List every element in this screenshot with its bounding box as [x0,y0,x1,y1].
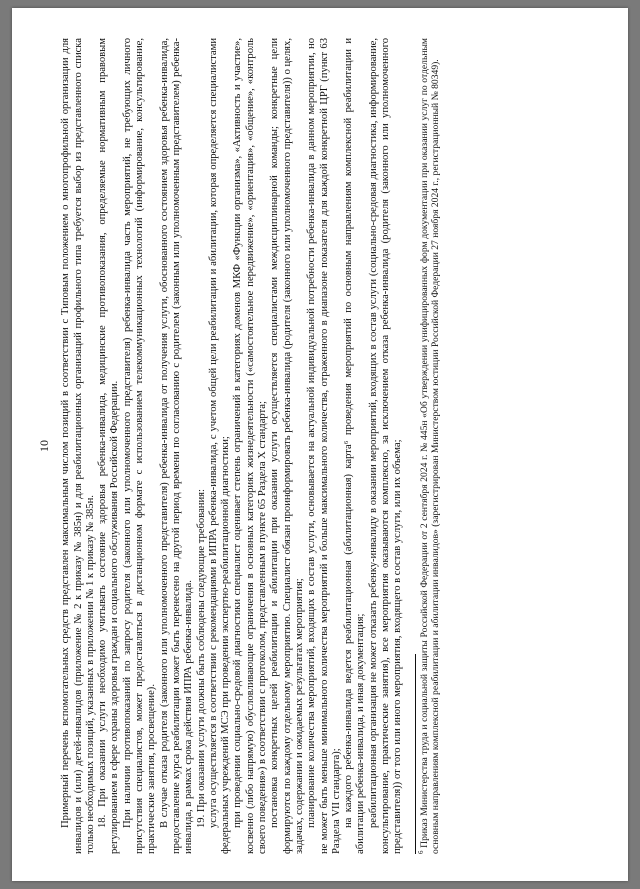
rotated-page-content [38,38,604,854]
paragraph: 19. При оказании услуги должны быть соблюдены следующие требования: [195,489,207,828]
paragraph: постановка конкретных целей реабилитации и абилитации при оказании услуги осуществляется специалистами междисциплинарной команды; конкретные цели формируются по каждому отдельному мероприятию. Специалист обязан проинформировать ребенка-инвалида (родителя (законного или уполномоченного представителя)) о целях, задачах, содержании и ожидаемых результатах мероприятия; [269,38,305,854]
page-number: 10 [37,440,51,452]
footnote [416,38,441,854]
paragraph: услуга осуществляется в соответствии с рекомендациями в ИПРА ребенка-инвалида, с учетом общей цели реабилитации и абилитации, которая определяется специалистами федеральных учреждений МСЭ при проведении экспертно-реабилитационной диагностики; [207,38,232,854]
footnote-separator [415,654,416,854]
paragraph: 18. При оказании услуги необходимо учитывать состояние здоровья ребенка-инвалида, медицинские противопоказания, определяемые нормативным правовым регулированием в сфере охраны здоровья граждан и социального обслуживания Российской Федерации. [97,38,121,854]
paragraph: В случае отказа родителя (законного или уполномоченного представителя) ребенка-инвалида от получения услуги, обоснованного состоянием здоровья ребенка-инвалида, предоставление курса реабилитации может быть перенесено на другой период времени по согласованию с родителем (законным или уполномоченным представителем) ребенка-инвалида, в рамках срока действия ИПРА ребенка-инвалида. [158,38,195,854]
paragraph: планирование количества мероприятий, входящих в состав услуги, основывается на актуальной индивидуальной потребности ребенка-инвалида в данном мероприятии, но не может быть меньше минимального количества мероприятий и больше максимального количества, отраженного в диапазоне показателя для каждой конкретной ЦРГ (пункт 63 Раздела VII стандарта); [306,38,342,854]
footnote-marker: 6 [416,850,425,854]
paragraph: при проведении социально-средовой диагностики специалист оценивает степень ограничений в категориях доменов МКФ «Функции организма», «Активность и участие», косвенно (либо напрямую) обусловливающие ограничения в основных категориях жизнедеятельности («самостоятельное передвижение», «ориентация», «общение», «контроль своего поведения») в соответствии с протоколом, представленным в пункте 65 Раздела X стандарта; [232,38,269,854]
paragraph: реабилитационная организация не может отказать ребенку-инвалиду в оказании мероприятий, входящих в состав услуги (социально-средовая диагностика, информирование, консультирование, практические занятия), все мероприятия оказываются комплексно, за исключением отказа ребенка-инвалида (родителя (законного или уполномоченного представителя)) от того или иного мероприятия, входящего в состав услуги, или их объема; [367,38,404,854]
paragraph: на каждого ребенка-инвалида ведется реабилитационная (абилитационная) карта⁶ проведения мероприятий по основным направлениям комплексной реабилитации и абилитации ребенка-инвалида, и иная документация; [343,38,367,854]
footnote-text: Приказ Министерства труда и социальной защиты Российской Федерации от 2 сентября 2024 г. № 445н «Об утверждении унифицированных форм документации при оказании услуг по отдельным основным направлениям комплексной реабилитации и абилитации инвалидов» (зарегистрирован Министерством юстиции Российской Федерации 27 ноября 2024 г., регистрационный № 80349). [418,38,441,854]
paragraph: При наличии противопоказаний по запросу родителя (законного или уполномоченного представителя) ребенка-инвалида часть мероприятий, не требующих личного присутствия специалистов, может предоставляться в дистанционном формате с использованием телекоммуникационных технологий (информирование, консультирование, практические занятия, просвещение). [121,38,158,854]
paragraph: Примерный перечень вспомогательных средств представлен максимальным числом позиций в соответствии с Типовым положением о многопрофильной организации для инвалидов и (или) детей-инвалидов (приложение № 2 к приказу № 385н) и для реабилитационных организаций профильного типа требуется выбор из представленного списка только необходимых позиций, указанных в приложении № 1 к приказу № 385н. [60,38,96,854]
document-page [12,8,628,881]
